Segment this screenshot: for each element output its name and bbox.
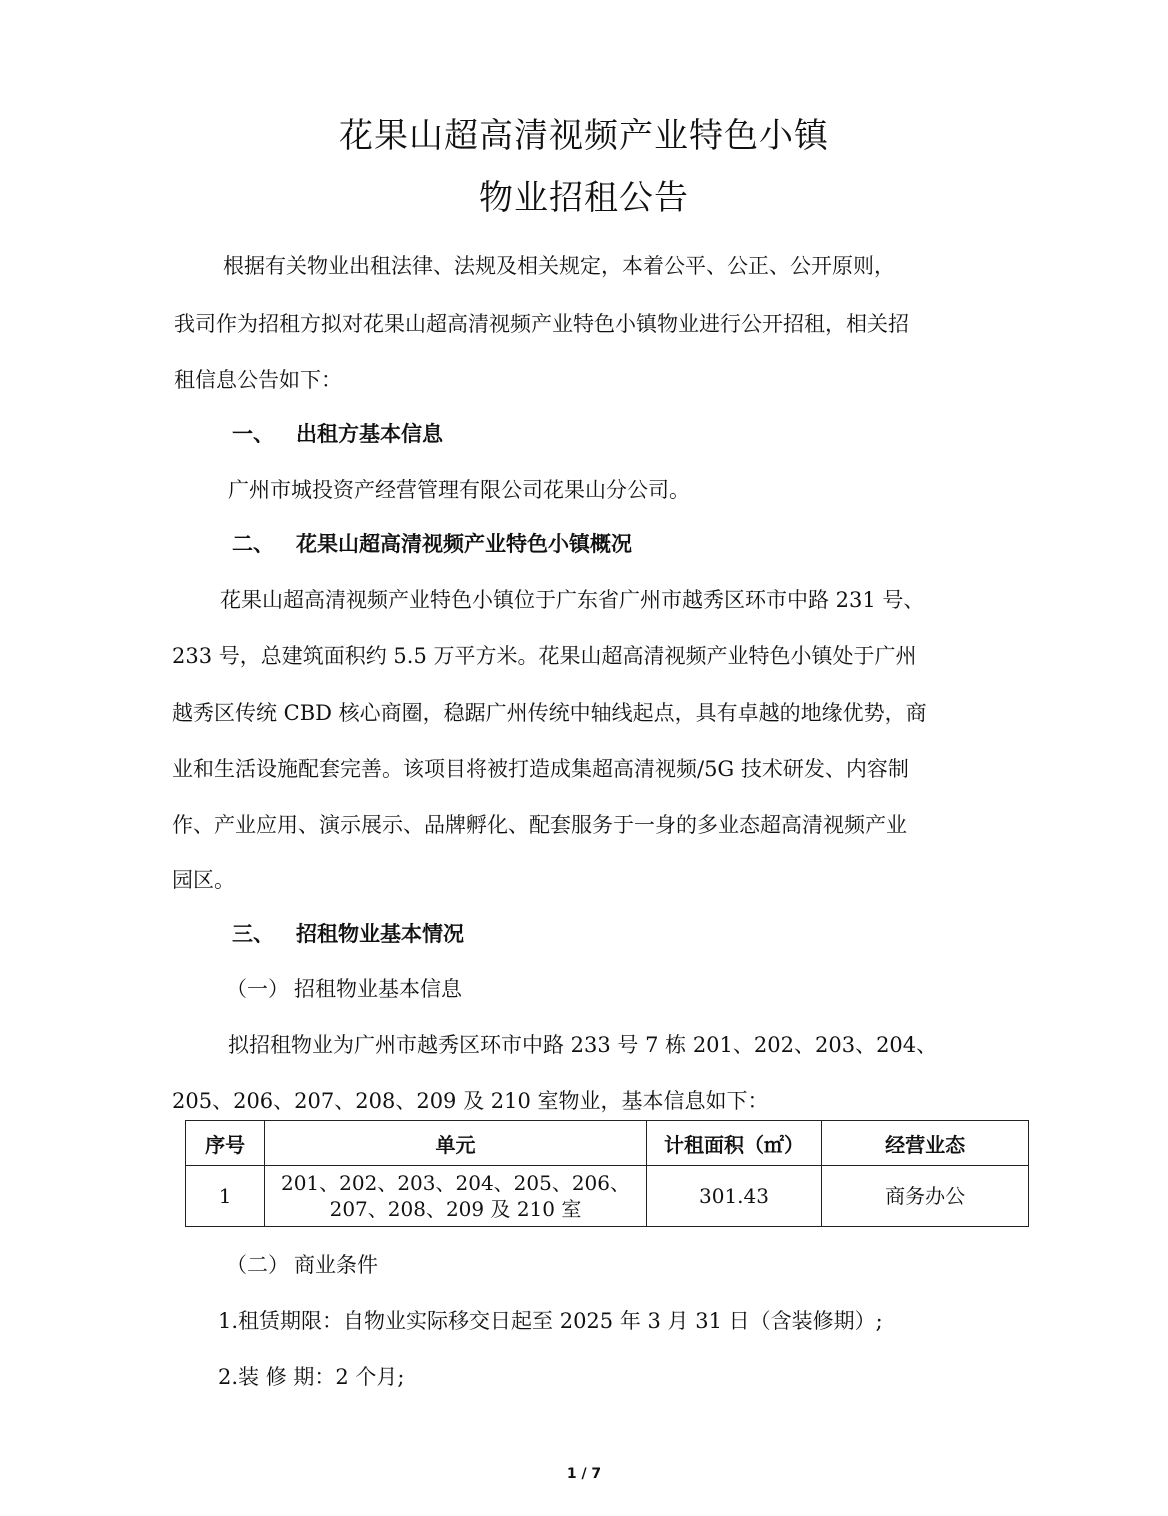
section2-line1: 花果山超高清视频产业特色小镇位于广东省广州市越秀区环市中路 231 号、 xyxy=(220,588,925,612)
section3-number: 三、 xyxy=(232,922,274,946)
intro-line2: 我司作为招租方拟对花果山超高清视频产业特色小镇物业进行公开招租，相关招 xyxy=(174,312,909,336)
document-title-line2: 物业招租公告 xyxy=(479,178,689,218)
subsection1-heading xyxy=(226,975,462,1003)
commercial-term-1: 1.租赁期限：自物业实际移交日起至 2025 年 3 月 31 日（含装修期）; xyxy=(218,1309,883,1333)
page-indicator: 1 / 7 xyxy=(566,1466,602,1482)
section2-number: 二、 xyxy=(232,532,274,556)
commercial-term-2: 2.装 修 期：2 个月; xyxy=(218,1365,405,1389)
header-business: 经营业态 xyxy=(822,1121,1029,1166)
section2-line3: 越秀区传统 CBD 核心商圈，稳踞广州传统中轴线起点，具有卓越的地缘优势，商 xyxy=(172,701,927,725)
header-index: 序号 xyxy=(186,1121,265,1166)
document-title-line1: 花果山超高清视频产业特色小镇 xyxy=(339,116,829,156)
header-area: 计租面积（㎡） xyxy=(646,1121,821,1166)
subsection2-title: 商业条件 xyxy=(294,1253,378,1277)
section2-title: 花果山超高清视频产业特色小镇概况 xyxy=(296,532,632,556)
intro-line1: 根据有关物业出租法律、法规及相关规定，本着公平、公正、公开原则， xyxy=(223,254,895,278)
section2-heading xyxy=(232,530,632,558)
subsection1-title: 招租物业基本信息 xyxy=(294,977,462,1001)
cell-unit xyxy=(265,1166,647,1227)
subsection1-line1: 拟招租物业为广州市越秀区环市中路 233 号 7 栋 201、202、203、204、 xyxy=(228,1033,938,1057)
intro-line3: 租信息公告如下： xyxy=(174,368,342,392)
cell-unit-line1: 201、202、203、204、205、206、 xyxy=(280,1171,631,1195)
cell-area: 301.43 xyxy=(646,1166,821,1227)
section1-heading xyxy=(232,420,443,448)
property-info-table xyxy=(185,1120,1029,1227)
section3-title: 招租物业基本情况 xyxy=(296,922,464,946)
section2-line5: 作、产业应用、演示展示、品牌孵化、配套服务于一身的多业态超高清视频产业 xyxy=(172,813,907,837)
section2-line6: 园区。 xyxy=(172,868,235,892)
cell-index: 1 xyxy=(186,1166,265,1227)
section2-line4: 业和生活设施配套完善。该项目将被打造成集超高清视频/5G 技术研发、内容制 xyxy=(172,757,909,781)
table-row xyxy=(186,1166,1029,1227)
subsection2-heading xyxy=(226,1251,378,1279)
section1-body: 广州市城投资产经营管理有限公司花果山分公司。 xyxy=(228,478,690,502)
subsection2-number: （二） xyxy=(226,1253,289,1277)
subsection1-number: （一） xyxy=(226,977,289,1001)
section3-heading xyxy=(232,920,464,948)
subsection1-line2: 205、206、207、208、209 及 210 室物业，基本信息如下： xyxy=(172,1089,769,1113)
cell-unit-line2: 207、208、209 及 210 室 xyxy=(329,1197,582,1221)
table-header-row xyxy=(186,1121,1029,1166)
section2-line2: 233 号，总建筑面积约 5.5 万平方米。花果山超高清视频产业特色小镇处于广州 xyxy=(172,644,917,668)
cell-business: 商务办公 xyxy=(822,1166,1029,1227)
header-unit: 单元 xyxy=(265,1121,647,1166)
section1-title: 出租方基本信息 xyxy=(296,422,443,446)
section1-number: 一、 xyxy=(232,422,274,446)
